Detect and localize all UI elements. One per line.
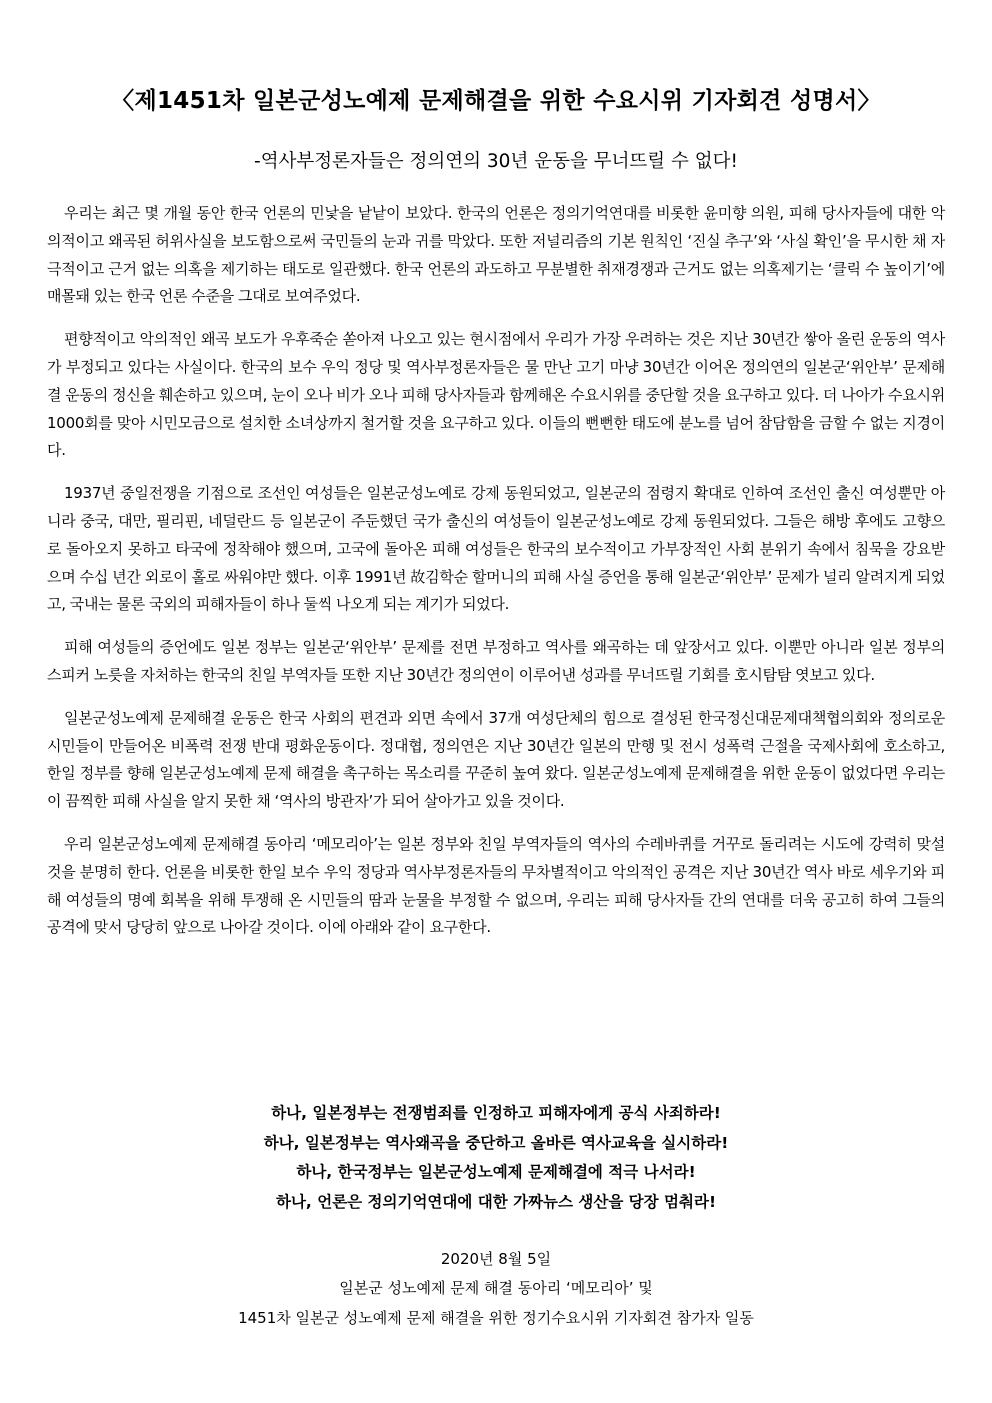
- paragraph-4: 피해 여성들의 증언에도 일본 정부는 일본군‘위안부’ 문제를 전면 부정하고 역사를 왜곡하는 데 앞장서고 있다. 이뿐만 아니라 일본 정부의 스피커 노릇을 자처하는 한국의 친일 부역자들 또한 지난 30년간 정의연이 이루어낸 성과를 무너뜨릴 기회를 호시탐탐 엿보고 있다.: [47, 638, 945, 684]
- paragraph-1: 우리는 최근 몇 개월 동안 한국 언론의 민낯을 낱낱이 보았다. 한국의 언론은 정의기억연대를 비롯한 윤미향 의원, 피해 당사자들에 대한 악의적이고 왜곡된 허위사실을 보도함으로써 국민들의 눈과 귀를 막았다. 또한 저널리즘의 기본 원칙인 ‘진실 추구’와 ‘사실 확인’을 무시한 채 자극적이고 근거 없는 의혹을 제기하는 태도로 일관했다. 한국 언론의 과도하고 무분별한 취재경쟁과 근거도 없는 의혹제기는 ‘클릭 수 높이기’에 매몰돼 있는 한국 언론 수준을 그대로 보여주었다.: [47, 204, 946, 306]
- demand-3: 하나, 한국정부는 일본군성노예제 문제해결에 적극 나서라!: [296, 1163, 696, 1181]
- demand-1: 하나, 일본정부는 전쟁범죄를 인정하고 피해자에게 공식 사죄하라!: [271, 1104, 721, 1122]
- document-title: 〈제1451차 일본군성노예제 문제해결을 위한 수요시위 기자회견 성명서〉: [111, 88, 881, 114]
- demand-4: 하나, 언론은 정의기억연대에 대한 가짜뉴스 생산을 당장 멈춰라!: [275, 1192, 717, 1211]
- document-subtitle: -역사부정론자들은 정의연의 30년 운동을 무너뜨릴 수 없다!: [254, 151, 738, 172]
- statement-footer: [47, 1245, 945, 1333]
- paragraph-5: 일본군성노예제 문제해결 운동은 한국 사회의 편견과 외면 속에서 37개 여성단체의 힘으로 결성된 한국정신대문제대책협의회와 정의로운 시민들이 만들어온 비폭력 전쟁 반대 평화운동이다. 정대협, 정의연은 지난 30년간 일본의 만행 및 전시 성폭력 근절을 국제사회에 호소하고, 한일 정부를 향해 일본군성노예제 문제 해결을 촉구하는 목소리를 꾸준히 높여 왔다. 일본군성노예제 문제해결을 위한 운동이 없었다면 우리는 이 끔찍한 피해 사실을 알지 못한 채 ‘역사의 방관자’가 되어 살아가고 있을 것이다.: [47, 708, 945, 811]
- paragraph-6: 우리 일본군성노예제 문제해결 동아리 ‘메모리아’는 일본 정부와 친일 부역자들의 역사의 수레바퀴를 거꾸로 돌리려는 시도에 강력히 맞설 것을 분명히 한다. 언론을 비롯한 한일 보수 우익 정당과 역사부정론자들의 무차별적이고 악의적인 공격은 지난 30년간 역사 바로 세우기와 피해 여성들의 명예 회복을 위해 투쟁해 온 시민들의 땀과 눈물을 부정할 수 없으며, 우리는 피해 당사자들 간의 연대를 더욱 공고히 하여 그들의 공격에 맞서 당당히 앞으로 나아갈 것이다. 이에 아래와 같이 요구한다.: [47, 834, 945, 937]
- statement-date: 2020년 8월 5일: [440, 1250, 552, 1268]
- demand-2: 하나, 일본정부는 역사왜곡을 중단하고 올바른 역사교육을 실시하라!: [263, 1133, 729, 1152]
- statement-body: [47, 200, 945, 957]
- signature-line-1: 일본군 성노예제 문제 해결 동아리 ‘메모리아’ 및: [339, 1279, 653, 1298]
- paragraph-2: 편향적이고 악의적인 왜곡 보도가 우후죽순 쏟아져 나오고 있는 현시점에서 우리가 가장 우려하는 것은 지난 30년간 쌓아 올린 운동의 역사가 부정되고 있다는 사실이다. 한국의 보수 우익 정당 및 역사부정론자들은 물 만난 고기 마냥 30년간 이어온 정의연의 일본군‘위안부’ 문제해결 운동의 정신을 훼손하고 있으며, 눈이 오나 비가 오나 피해 당사자들과 함께해온 수요시위를 중단할 것을 요구하고 있다. 더 나아가 수요시위 1000회를 맞아 시민모금으로 설치한 소녀상까지 철거할 것을 요구하고 있다. 이들의 뻔뻔한 태도에 분노를 넘어 참담함을 금할 수 없는 지경이다.: [47, 330, 945, 460]
- demands-list: [47, 1099, 945, 1217]
- paragraph-3: 1937년 중일전쟁을 기점으로 조선인 여성들은 일본군성노예로 강제 동원되었고, 일본군의 점령지 확대로 인하여 조선인 출신 여성뿐만 아니라 중국, 대만, 필리핀, 네덜란드 등 일본군이 주둔했던 국가 출신의 여성들이 일본군성노예로 강제 동원되었다. 그들은 해방 후에도 고향으로 돌아오지 못하고 타국에 정착해야 했으며, 고국에 돌아온 피해 여성들은 한국의 보수적이고 가부장적인 사회 분위기 속에서 침묵을 강요받으며 수십 년간 외로이 홀로 싸워야만 했다. 이후 1991년 故김학순 할머니의 피해 사실 증언을 통해 일본군‘위안부’ 문제가 널리 알려지게 되었고, 국내는 물론 국외의 피해자들이 하나 둘씩 나오게 되는 계기가 되었다.: [47, 484, 945, 614]
- signature-line-2: 1451차 일본군 성노예제 문제 해결을 위한 정기수요시위 기자회견 참가자 일동: [238, 1308, 754, 1327]
